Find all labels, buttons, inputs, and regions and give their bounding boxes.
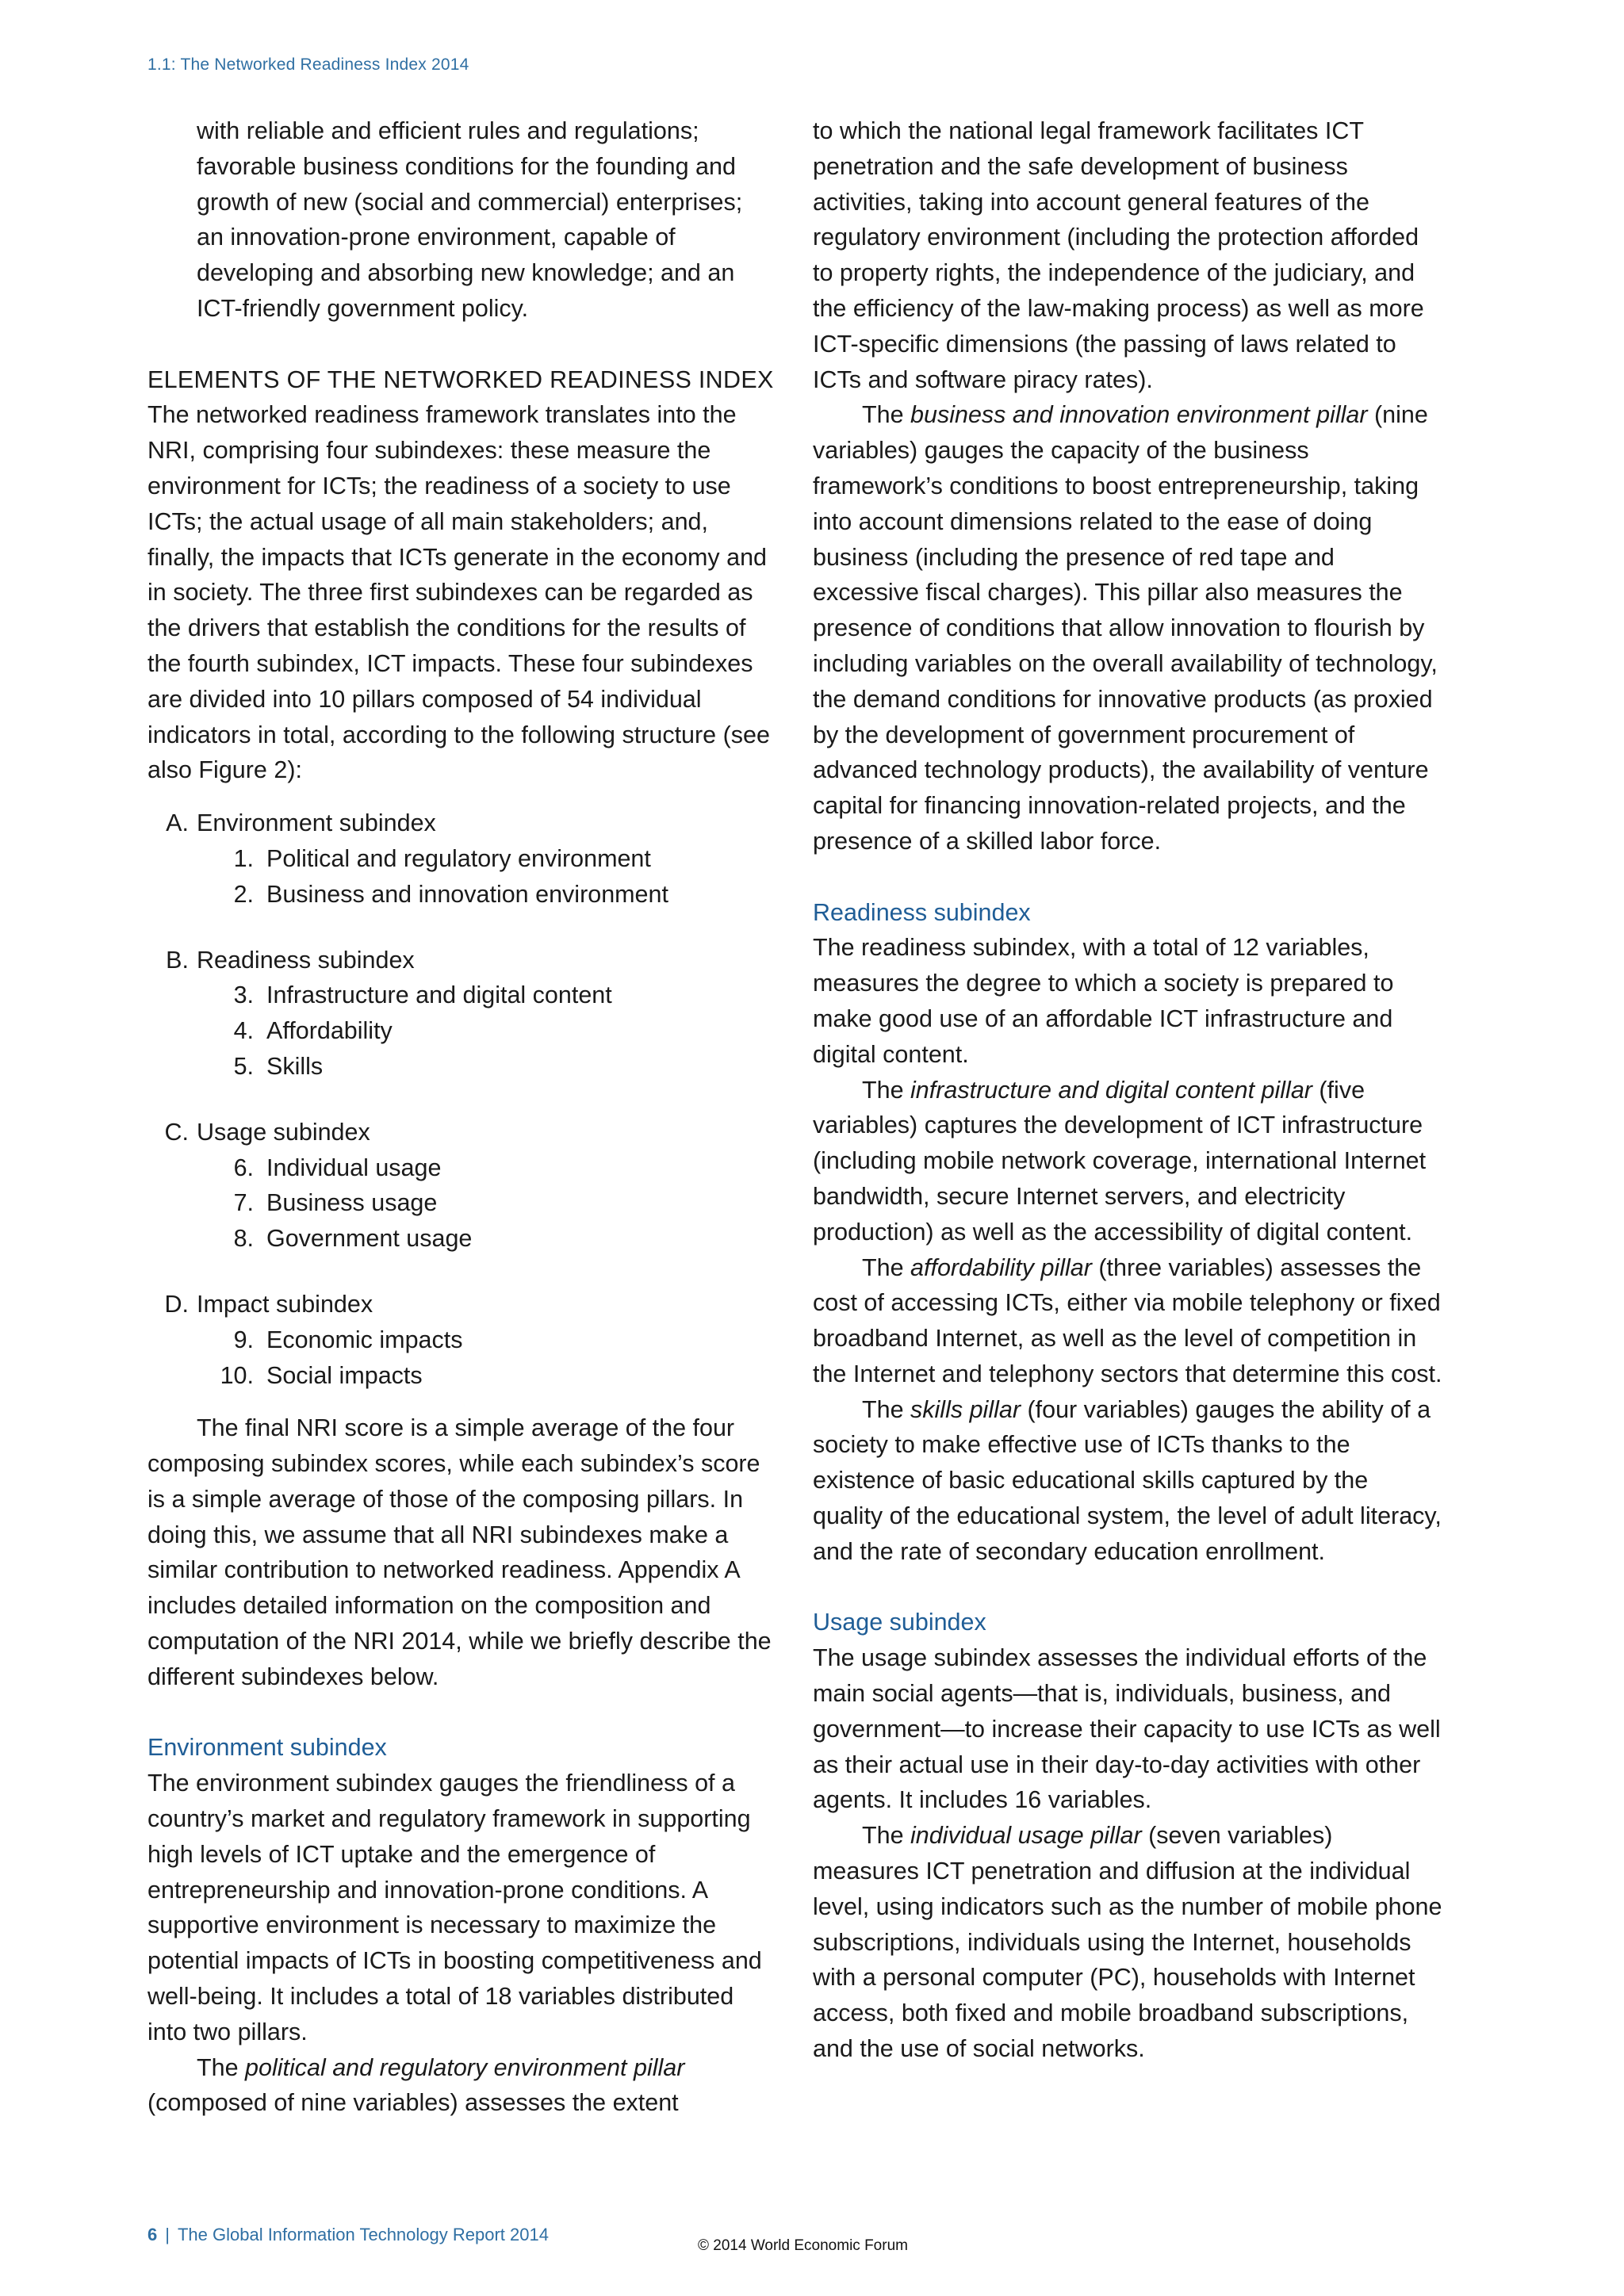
pillar-label: Social impacts xyxy=(266,1361,423,1389)
pillar-label: Government usage xyxy=(266,1225,473,1253)
outline-group-usage xyxy=(147,1115,774,1257)
page-number: 6 xyxy=(147,2225,158,2244)
outline-title: Environment subindex xyxy=(197,809,436,837)
outline-title: Usage subindex xyxy=(197,1118,370,1146)
pillar-label: Business usage xyxy=(266,1189,438,1217)
left-column xyxy=(147,113,774,2121)
outline-group-environment xyxy=(147,806,774,912)
outline-pillar xyxy=(147,877,774,913)
outline-pillar xyxy=(147,1049,774,1085)
outline-letter: B. xyxy=(166,946,189,974)
outline-pillar xyxy=(147,978,774,1013)
pillar-number: 3. xyxy=(233,982,254,1009)
affordability-pillar-paragraph xyxy=(813,1250,1443,1392)
outline-group-title xyxy=(147,1115,774,1150)
running-header: 1.1: The Networked Readiness Index 2014 xyxy=(147,55,469,74)
pillar-label: Economic impacts xyxy=(266,1326,463,1353)
environment-paragraph: The environment subindex gauges the friendliness of a country’s market and regulatory framework in supporting high levels of ICT uptake and the emergence of entrepreneurship and innovation-prone conditions. A supportive environment is necessary to maximize the potential impacts of ICTs in boosting competitiveness and well-being. It includes a total of 18 variables distributed into two pillars. xyxy=(147,1770,762,2045)
outline-group-title xyxy=(147,806,774,841)
right-column xyxy=(813,113,1443,2067)
outline-pillar xyxy=(147,1358,774,1394)
text-run: The xyxy=(862,1395,911,1423)
section-heading: ELEMENTS OF THE NETWORKED READINESS INDEX xyxy=(147,365,774,393)
infrastructure-pillar-paragraph xyxy=(813,1073,1443,1250)
individual-usage-pillar-paragraph xyxy=(813,1818,1443,2067)
political-pillar-continuation: to which the national legal framework facilitates ICT penetration and the safe development of business activities, taking into account general features of the regulatory environment (including the protection afforded to property rights, the independence of the judiciary, and the efficiency of the law-making process) as well as more ICT-specific dimensions (the passing of laws related to ICTs and software piracy rates). xyxy=(813,117,1424,393)
text-run: The xyxy=(862,401,911,429)
outline-letter: D. xyxy=(164,1290,189,1318)
usage-paragraph: The usage subindex assesses the individual efforts of the main social agents—that is, individuals, business, and government—to increase their capacity to use ICTs as well as their actual use in their day-to-day activities with other agents. It includes 16 variables. xyxy=(813,1644,1441,1814)
pillar-name-italic: political and regulatory environment pillar xyxy=(245,2053,685,2081)
outline-letter: C. xyxy=(164,1118,189,1146)
outline-pillar xyxy=(147,1322,774,1358)
pillar-number: 8. xyxy=(233,1225,254,1253)
text-run: (five variables) captures the development of ICT infrastructure (including mobile network coverage, international Internet bandwidth, secure Internet servers, and electricity production) as well as the accessibility of digital content. xyxy=(813,1076,1427,1246)
final-score-paragraph: The final NRI score is a simple average of the four composing subindex scores, while each subindex’s score is a simple average of those of the composing pillars. In doing this, we assume that all NRI subindexes make a similar contribution to networked readiness. Appendix A includes detailed information on the composition and computation of the NRI 2014, while we briefly describe the different subindexes below. xyxy=(147,1414,772,1690)
pillar-name-italic: individual usage pillar xyxy=(910,1822,1142,1850)
outline-pillar xyxy=(147,1150,774,1186)
text-run: (three variables) assesses the cost of accessing ICTs, either via mobile telephony or fixed broadband Internet, as well as the level of competition in the Internet and telephony sectors that determine this cost. xyxy=(813,1253,1442,1387)
pillar-name-italic: infrastructure and digital content pillar xyxy=(910,1076,1312,1104)
usage-subindex-heading: Usage subindex xyxy=(813,1609,986,1636)
political-pillar-paragraph xyxy=(147,2050,774,2122)
text-run: The xyxy=(862,1076,911,1104)
pillar-number: 9. xyxy=(233,1326,254,1353)
footer-separator: | xyxy=(165,2225,170,2244)
pillar-name-italic: affordability pillar xyxy=(910,1253,1092,1281)
pillar-number: 2. xyxy=(233,880,254,908)
outline-pillar xyxy=(147,1221,774,1257)
outline-group-readiness xyxy=(147,943,774,1085)
subindex-outline xyxy=(147,806,774,1393)
outline-title: Readiness subindex xyxy=(197,946,415,974)
pillar-number: 5. xyxy=(233,1052,254,1080)
pillar-label: Skills xyxy=(266,1052,324,1080)
skills-pillar-paragraph xyxy=(813,1392,1443,1570)
text-run: The xyxy=(197,2053,246,2081)
text-run: (nine variables) gauges the capacity of the business framework’s conditions to boost entrepreneurship, taking into account dimensions related to the ease of doing business (including the presence of red tape and excessive fiscal charges). This pillar also measures the presence of conditions that allow innovation to flourish by including variables on the overall availability of technology, the demand conditions for innovative products (as proxied by the development of government procurement of advanced technology products), the availability of venture capital for financing innovation-related projects, and the presence of a skilled labor force. xyxy=(813,401,1438,855)
pillar-number: 4. xyxy=(233,1017,254,1045)
pillar-number: 6. xyxy=(233,1154,254,1181)
environment-subindex-heading: Environment subindex xyxy=(147,1734,387,1762)
business-pillar-paragraph xyxy=(813,397,1443,859)
pillar-number: 1. xyxy=(233,844,254,872)
page-footer xyxy=(147,2225,549,2245)
pillar-label: Political and regulatory environment xyxy=(266,844,651,872)
intro-continuation: with reliable and efficient rules and regulations; favorable business conditions for the founding and growth of new (social and commercial) enterprises; an innovation-prone environment, capable of developing and absorbing new knowledge; and an ICT-friendly government policy. xyxy=(197,117,743,322)
readiness-paragraph: The readiness subindex, with a total of 12 variables, measures the degree to which a society is prepared to make good use of an affordable ICT infrastructure and digital content. xyxy=(813,934,1394,1068)
readiness-subindex-heading: Readiness subindex xyxy=(813,898,1031,926)
outline-group-title xyxy=(147,943,774,978)
pillar-number: 10. xyxy=(220,1361,254,1389)
text-run: (composed of nine variables) assesses the extent xyxy=(147,2089,679,2117)
outline-pillar xyxy=(147,1013,774,1049)
text-run: The xyxy=(862,1253,911,1281)
pillar-label: Business and innovation environment xyxy=(266,880,668,908)
section-paragraph: The networked readiness framework translates into the NRI, comprising four subindexes: these measure the environment for ICTs; the readiness of a society to use ICTs; the actual usage of all main stakeholders; and, finally, the impacts that ICTs generate in the economy and in society. The three first subindexes can be regarded as the drivers that establish the conditions for the results of the fourth subindex, ICT impacts. These four subindexes are divided into 10 pillars composed of 54 individual indicators in total, according to the following structure (see also Figure 2): xyxy=(147,401,770,784)
report-title: The Global Information Technology Report 2014 xyxy=(177,2225,549,2244)
outline-title: Impact subindex xyxy=(197,1290,373,1318)
pillar-number: 7. xyxy=(233,1189,254,1217)
copyright-notice: © 2014 World Economic Forum xyxy=(698,2237,908,2254)
outline-group-impact xyxy=(147,1287,774,1393)
text-run: The xyxy=(862,1822,911,1850)
text-run: (four variables) gauges the ability of a society to make effective use of ICTs thanks to the existence of basic educational skills captured by the quality of the educational system, the level of adult literacy, and the rate of secondary education enrollment. xyxy=(813,1395,1442,1565)
text-run: (seven variables) measures ICT penetration and diffusion at the individual level, using indicators such as the number of mobile phone subscriptions, individuals using the Internet, households with a personal computer (PC), households with Internet access, both fixed and mobile broadband subscriptions, and the use of social networks. xyxy=(813,1822,1442,2063)
pillar-label: Affordability xyxy=(266,1017,393,1045)
pillar-name-italic: business and innovation environment pillar xyxy=(910,401,1368,429)
outline-letter: A. xyxy=(166,809,189,837)
pillar-label: Infrastructure and digital content xyxy=(266,982,612,1009)
outline-group-title xyxy=(147,1287,774,1322)
pillar-name-italic: skills pillar xyxy=(910,1395,1021,1423)
pillar-label: Individual usage xyxy=(266,1154,442,1181)
outline-pillar xyxy=(147,841,774,877)
outline-pillar xyxy=(147,1185,774,1221)
